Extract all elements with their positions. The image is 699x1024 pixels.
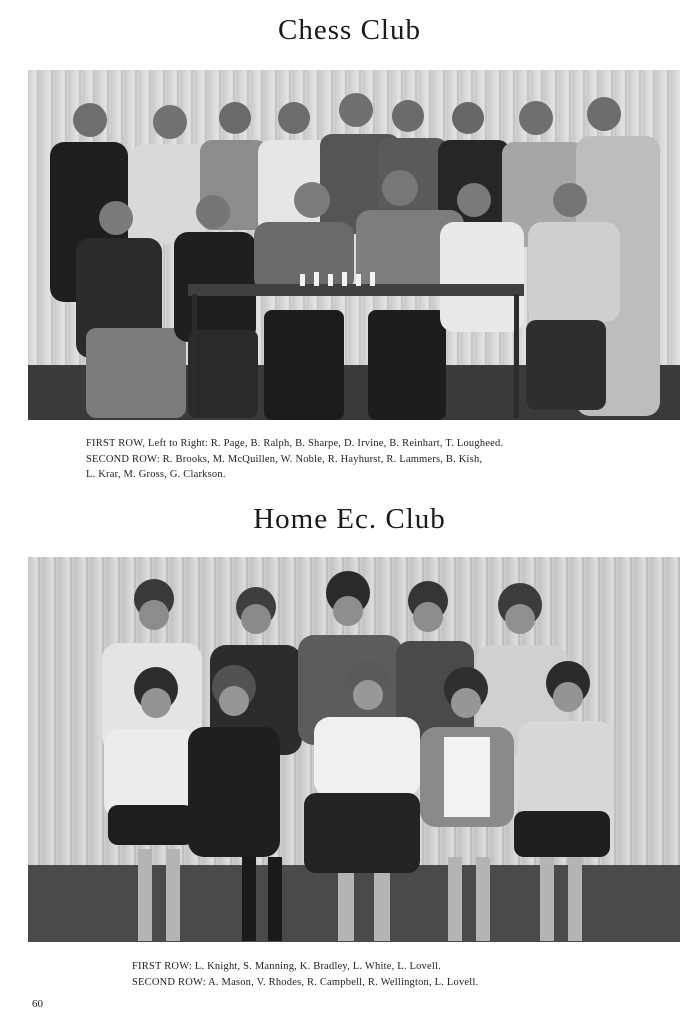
chess-club-caption-line-2: SECOND ROW: R. Brooks, M. McQuillen, W. Noble, R. Hayhurst, R. Lammers, B. Kish,: [86, 453, 483, 465]
chess-club-caption-line-3: L. Krar, M. Gross, G. Clarkson.: [86, 469, 226, 480]
page-number: 60: [32, 998, 43, 1010]
home-ec-club-photo-art: [28, 557, 680, 942]
home-ec-club-caption-line-2: SECOND ROW: A. Mason, V. Rhodes, R. Campbell, R. Wellington, L. Lovell.: [132, 976, 479, 988]
home-ec-club-photo: [28, 557, 680, 942]
home-ec-club-caption-line-1: FIRST ROW: L. Knight, S. Manning, K. Bradley, L. White, L. Lovell.: [132, 961, 441, 972]
chess-club-caption: [86, 436, 503, 483]
chess-club-caption-line-1: FIRST ROW, Left to Right: R. Page, B. Ralph, B. Sharpe, D. Irvine, B. Reinhart, T. Lougheed.: [86, 438, 504, 449]
home-ec-club-title: Home Ec. Club: [253, 503, 446, 535]
chess-club-photo: [28, 70, 680, 420]
home-ec-club-caption: [132, 959, 478, 990]
chess-club-photo-art: [28, 70, 680, 420]
chess-club-title: Chess Club: [278, 14, 421, 46]
